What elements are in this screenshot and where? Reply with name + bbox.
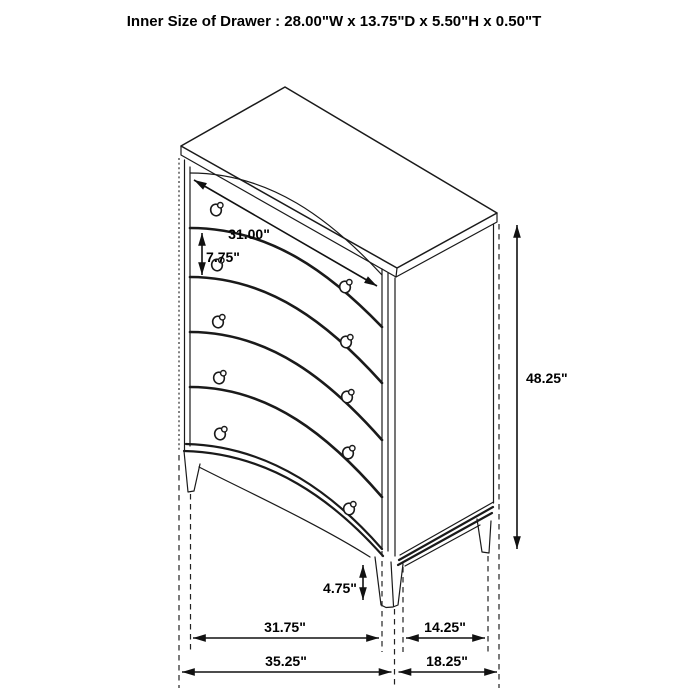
front-right-leg-corner (391, 562, 394, 606)
chest-drawing (179, 87, 497, 608)
drawer-knob (212, 371, 226, 385)
dim-label-side-depth: 14.25" (424, 619, 466, 635)
drawer-knob (338, 280, 352, 294)
dim-label-front-width: 31.75" (264, 619, 306, 635)
drawer-knob (342, 502, 356, 516)
dim-label-drawer-height: 7.75" (206, 249, 240, 265)
arrow-drawer-width (194, 180, 377, 286)
chest-right-side (398, 224, 494, 566)
dimension-labels (206, 226, 568, 669)
back-right-leg (477, 519, 491, 553)
drawer-knob (340, 390, 354, 404)
dim-label-leg-height: 4.75" (323, 580, 357, 596)
drawer-divider (190, 387, 382, 497)
diagram-title: Inner Size of Drawer : 28.00"W x 13.75"D x 5.50"H x 0.50"T (126, 13, 542, 30)
drawer-knob (339, 335, 353, 349)
chest-left-side (179, 158, 190, 451)
dim-label-overall-width: 35.25" (265, 653, 307, 669)
base-molding-top (186, 444, 382, 549)
drawer-divider (190, 332, 382, 440)
chest-front (184, 173, 395, 557)
drawer-divider (190, 277, 382, 383)
front-left-leg (184, 451, 200, 492)
drawer-knob (211, 315, 225, 329)
dim-label-drawer-width: 31.00" (228, 226, 270, 242)
dim-label-overall-depth: 18.25" (426, 653, 468, 669)
dim-label-overall-height: 48.25" (526, 370, 568, 386)
drawer-knob (213, 427, 227, 441)
drawer-knob (209, 203, 223, 217)
